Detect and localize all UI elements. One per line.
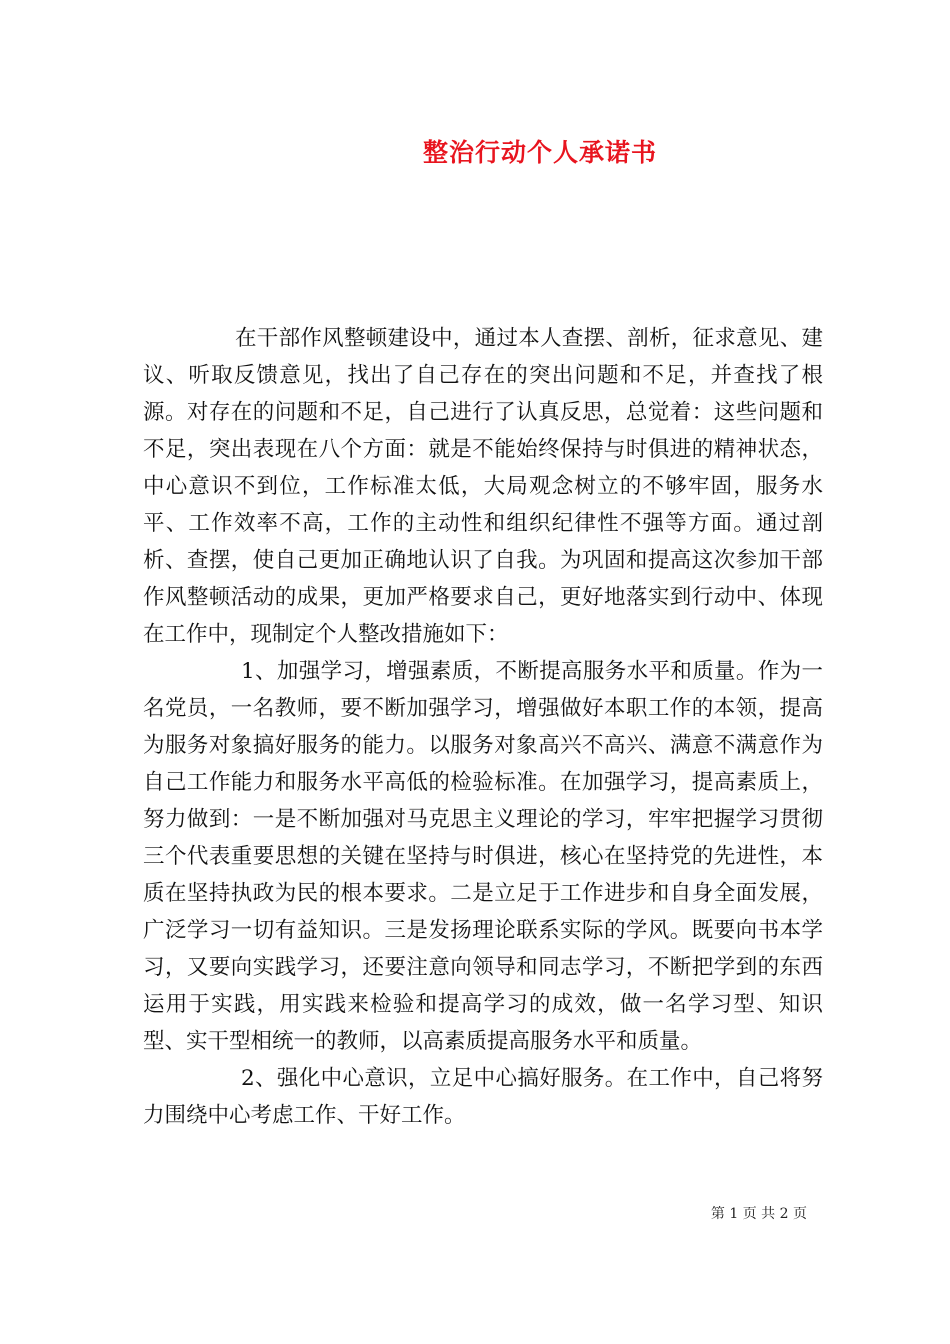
document-body xyxy=(143,320,823,1134)
measure-1-paragraph: 1、加强学习，增强素质，不断提高服务水平和质量。作为一名党员，一名教师，要不断加强学习，增强做好本职工作的本领，提高为服务对象搞好服务的能力。以服务对象高兴不高兴、满意不满意作为自己工作能力和服务水平高低的检验标准。在加强学习，提高素质上，努力做到：一是不断加强对马克思主义理论的学习，牢牢把握学习贯彻三个代表重要思想的关键在坚持与时俱进，核心在坚持党的先进性，本质在坚持执政为民的根本要求。二是立足于工作进步和自身全面发展，广泛学习一切有益知识。三是发扬理论联系实际的学风。既要向书本学习，又要向实践学习，还要注意向领导和同志学习，不断把学到的东西运用于实践，用实践来检验和提高学习的成效，做一名学习型、知识型、实干型相统一的教师，以高素质提高服务水平和质量。 xyxy=(143,659,823,1054)
measure-2-paragraph: 2、强化中心意识，立足中心搞好服务。在工作中，自己将努力围绕中心考虑工作、干好工作。 xyxy=(143,1066,823,1128)
page-number-footer: 第 1 页 共 2 页 xyxy=(710,1206,807,1222)
document-title: 整治行动个人承诺书 xyxy=(422,138,657,167)
intro-paragraph: 在干部作风整顿建设中，通过本人查摆、剖析，征求意见、建议、听取反馈意见，找出了自己存在的突出问题和不足，并查找了根源。对存在的问题和不足，自己进行了认真反思，总觉着：这些问题和不足，突出表现在八个方面：就是不能始终保持与时俱进的精神状态，中心意识不到位，工作标准太低，大局观念树立的不够牢固，服务水平、工作效率不高，工作的主动性和组织纪律性不强等方面。通过剖析、查摆，使自己更加正确地认识了自我。为巩固和提高这次参加干部作风整顿活动的成果，更加严格要求自己，更好地落实到行动中、体现在工作中，现制定个人整改措施如下： xyxy=(143,326,823,647)
